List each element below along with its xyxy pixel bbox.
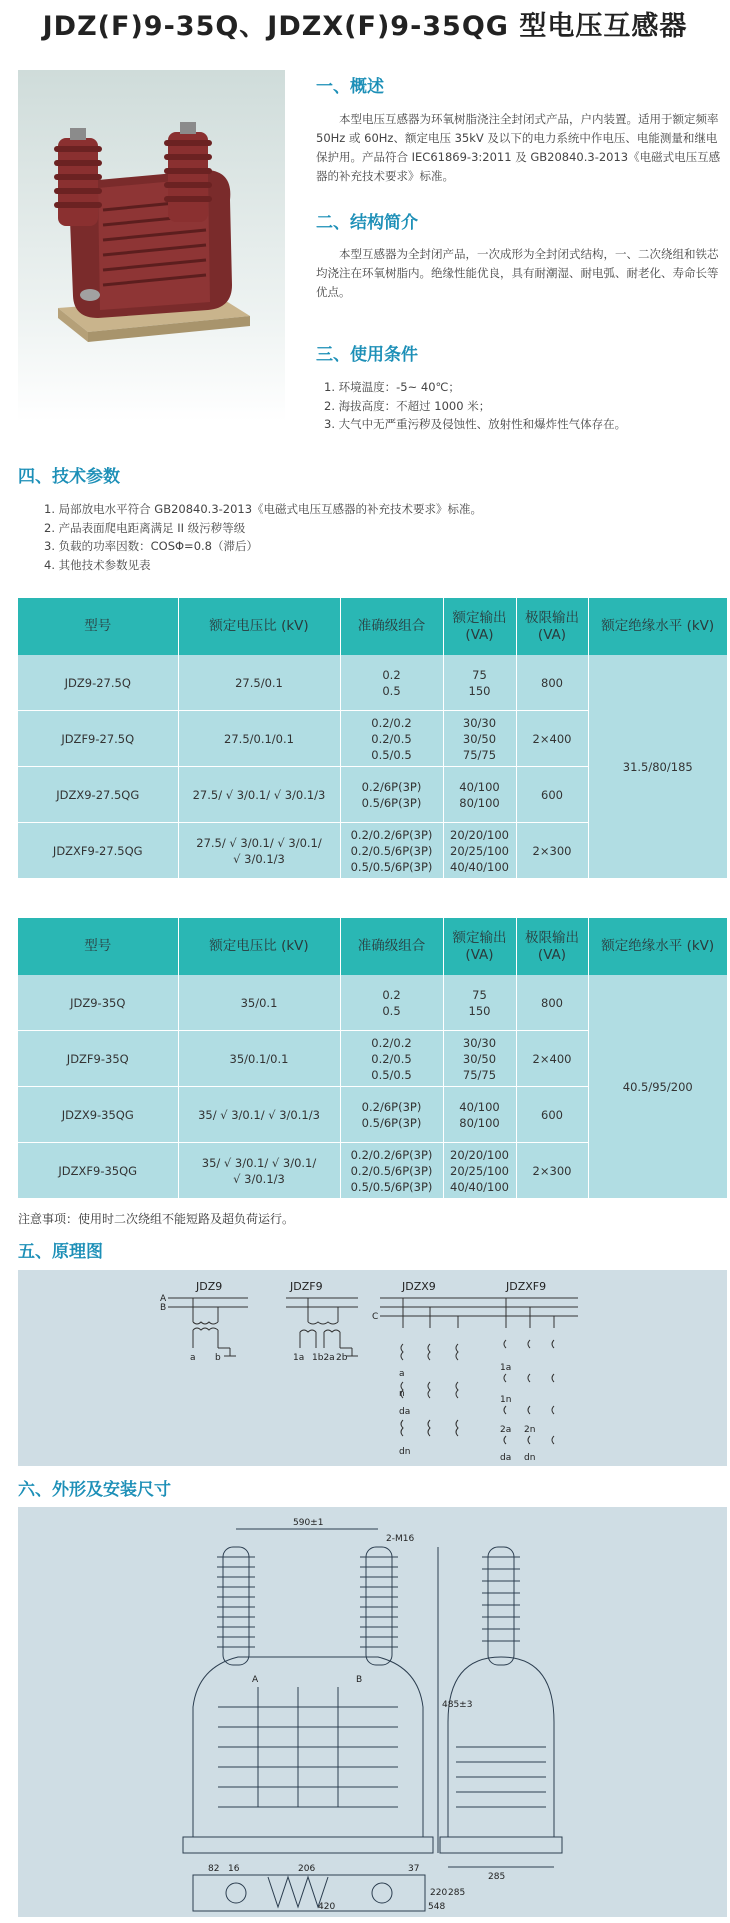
dim-548: 548 [428,1902,446,1912]
col-limit: 极限输出 (VA) [516,918,588,975]
cell-model: JDZ9-27.5Q [18,655,178,711]
cell-model: JDZXF9-27.5QG [18,823,178,879]
col-model: 型号 [18,598,178,655]
schematic-diagram [18,1270,727,1466]
terminal-x9-da: da [399,1407,411,1417]
col-limit: 极限输出 (VA) [516,598,588,655]
cell-accuracy: 0.2 0.5 [340,975,443,1031]
dim-285: 285 [448,1888,466,1898]
list-item: 1. 环境温度：-5~ 40℃； [324,380,460,394]
cell-insulation: 31.5/80/185 [588,655,727,879]
cell-accuracy: 0.2/0.2 0.2/0.5 0.5/0.5 [340,711,443,767]
structure-text: 本型互感器为全封闭产品，一次成形为全封闭式结构，一、二次绕组和铁芯均浇注在环氧树脂内。绝缘性能优良，具有耐潮湿、耐电弧、耐老化、寿命长等优点。 [316,247,719,299]
terminal-xf9-2a: 2a [500,1425,512,1435]
terminal-1a: 1a [293,1353,305,1363]
cell-model: JDZF9-35Q [18,1031,178,1087]
cell-insulation: 40.5/95/200 [588,975,727,1199]
terminal-a: a [190,1353,196,1363]
line-label-c: C [372,1312,379,1322]
line-label-b: B [160,1303,167,1313]
col-model: 型号 [18,918,178,975]
cell-limit: 2×400 [516,711,588,767]
terminal-x9-n: n [399,1389,405,1399]
schematic-label-jdz9: JDZ9 [196,1280,223,1293]
cell-limit: 600 [516,767,588,823]
cell-limit: 2×400 [516,1031,588,1087]
cell-output: 20/20/100 20/25/100 40/40/100 [443,1143,516,1199]
terminal-xf9-dn: dn [524,1453,536,1463]
conditions-list [324,378,626,434]
list-item: 3. 负载的功率因数：COSΦ=0.8（滞后） [44,539,258,553]
heading-overview: 一、概述 [316,77,384,97]
dim-420: 420 [318,1902,336,1912]
cell-ratio: 27.5/0.1 [178,655,340,711]
table-row [18,975,727,1031]
page-title: JDZ(F)9-35Q、JDZX(F)9-35QG 型电压互感器 [42,11,688,42]
cell-accuracy: 0.2/0.2/6P(3P) 0.2/0.5/6P(3P) 0.5/0.5/6P(3P) [340,1143,443,1199]
cell-output: 20/20/100 20/25/100 40/40/100 [443,823,516,879]
cell-accuracy: 0.2 0.5 [340,655,443,711]
col-ratio: 额定电压比 (kV) [178,918,340,975]
heading-principle: 五、原理图 [18,1242,103,1262]
cell-model: JDZF9-27.5Q [18,711,178,767]
phase-label-a: A [252,1675,259,1685]
cell-ratio: 27.5/0.1/0.1 [178,711,340,767]
cell-ratio: 35/0.1 [178,975,340,1031]
cell-output: 40/100 80/100 [443,767,516,823]
col-insulation: 额定绝缘水平 (kV) [588,918,727,975]
terminal-1b2a: 1b2a [312,1353,335,1363]
dim-82: 82 [208,1864,220,1874]
terminal-xf9-2n: 2n [524,1425,536,1435]
line-label-a: A [160,1294,167,1304]
cell-output: 30/30 30/50 75/75 [443,1031,516,1087]
cell-model: JDZX9-35QG [18,1087,178,1143]
heading-params: 四、技术参数 [18,467,120,487]
dim-16: 16 [228,1864,240,1874]
list-item: 2. 海拔高度：不超过 1000 米； [324,398,491,413]
terminal-x9-a: a [399,1369,405,1379]
cell-limit: 800 [516,655,588,711]
dim-top-span: 590±1 [293,1518,324,1528]
spec-table-27kv [18,598,727,879]
schematic-label-jdzx9: JDZX9 [402,1280,436,1293]
params-list [44,500,482,574]
col-output: 额定输出 (VA) [443,918,516,975]
phase-label-b: B [356,1675,363,1685]
list-item: 3. 大气中无严重污秽及侵蚀性、放射性和爆炸性气体存在。 [324,417,627,431]
dim-206: 206 [298,1864,316,1874]
dimension-panel [18,1507,727,1917]
terminal-x9-dn: dn [399,1447,411,1457]
list-item: 2. 产品表面爬电距离满足 II 级污秽等级 [44,520,246,535]
cell-ratio: 35/ √ 3/0.1/ √ 3/0.1/3 [178,1087,340,1143]
heading-conditions: 三、使用条件 [316,345,418,365]
cell-ratio: 35/ √ 3/0.1/ √ 3/0.1/ √ 3/0.1/3 [178,1143,340,1199]
col-accuracy: 准确级组合 [340,598,443,655]
cell-limit: 600 [516,1087,588,1143]
cell-model: JDZX9-27.5QG [18,767,178,823]
cell-limit: 800 [516,975,588,1031]
table-header-row [18,598,727,655]
cell-ratio: 35/0.1/0.1 [178,1031,340,1087]
cell-ratio: 27.5/ √ 3/0.1/ √ 3/0.1/ √ 3/0.1/3 [178,823,340,879]
dim-side-width: 285 [488,1872,506,1882]
dimension-drawing [18,1507,727,1917]
dim-bolt: 2-M16 [386,1534,415,1544]
terminal-xf9-1a: 1a [500,1363,512,1373]
heading-dimensions: 六、外形及安装尺寸 [18,1480,171,1500]
col-output: 额定输出 (VA) [443,598,516,655]
cell-accuracy: 0.2/6P(3P) 0.5/6P(3P) [340,1087,443,1143]
dim-37: 37 [408,1864,420,1874]
terminal-b: b [215,1353,221,1363]
cell-accuracy: 0.2/0.2/6P(3P) 0.2/0.5/6P(3P) 0.5/0.5/6P(3P) [340,823,443,879]
dim-220: 220 [430,1888,448,1898]
cell-limit: 2×300 [516,823,588,879]
schematic-label-jdzf9: JDZF9 [290,1280,323,1293]
terminal-xf9-1n: 1n [500,1395,512,1405]
heading-structure: 二、结构简介 [316,213,418,233]
table-row [18,655,727,711]
cell-accuracy: 0.2/0.2 0.2/0.5 0.5/0.5 [340,1031,443,1087]
overview-text: 本型电压互感器为环氧树脂浇注全封闭式产品，户内装置。适用于额定频率 50Hz 或 60Hz、额定电压 35kV 及以下的电力系统中作电压、电能测量和继电保护用。产品符合 IEC61869-3:2011 及 GB20840.3-2013《电磁式电压互感器的补充技术要求》标准。 [316,112,721,183]
list-item: 1. 局部放电水平符合 GB20840.3-2013《电磁式电压互感器的补充技术要求》标准。 [44,502,483,516]
table-header-row [18,918,727,975]
cell-output: 40/100 80/100 [443,1087,516,1143]
cell-accuracy: 0.2/6P(3P) 0.5/6P(3P) [340,767,443,823]
terminal-xf9-da: da [500,1453,512,1463]
cell-output: 75 150 [443,975,516,1031]
schematic-panel [18,1270,727,1466]
col-accuracy: 准确级组合 [340,918,443,975]
cell-output: 75 150 [443,655,516,711]
spec-table-35kv [18,918,727,1199]
list-item: 4. 其他技术参数见表 [44,557,151,572]
col-ratio: 额定电压比 (kV) [178,598,340,655]
cell-model: JDZ9-35Q [18,975,178,1031]
schematic-label-jdzxf9: JDZXF9 [506,1280,547,1293]
usage-note: 注意事项：使用时二次绕组不能短路及超负荷运行。 [18,1212,295,1226]
product-photo [18,70,285,422]
cell-output: 30/30 30/50 75/75 [443,711,516,767]
cell-ratio: 27.5/ √ 3/0.1/ √ 3/0.1/3 [178,767,340,823]
cell-model: JDZXF9-35QG [18,1143,178,1199]
cell-limit: 2×300 [516,1143,588,1199]
dim-height: 485±3 [442,1700,473,1710]
terminal-2b: 2b [336,1353,348,1363]
col-insulation: 额定绝缘水平 (kV) [588,598,727,655]
